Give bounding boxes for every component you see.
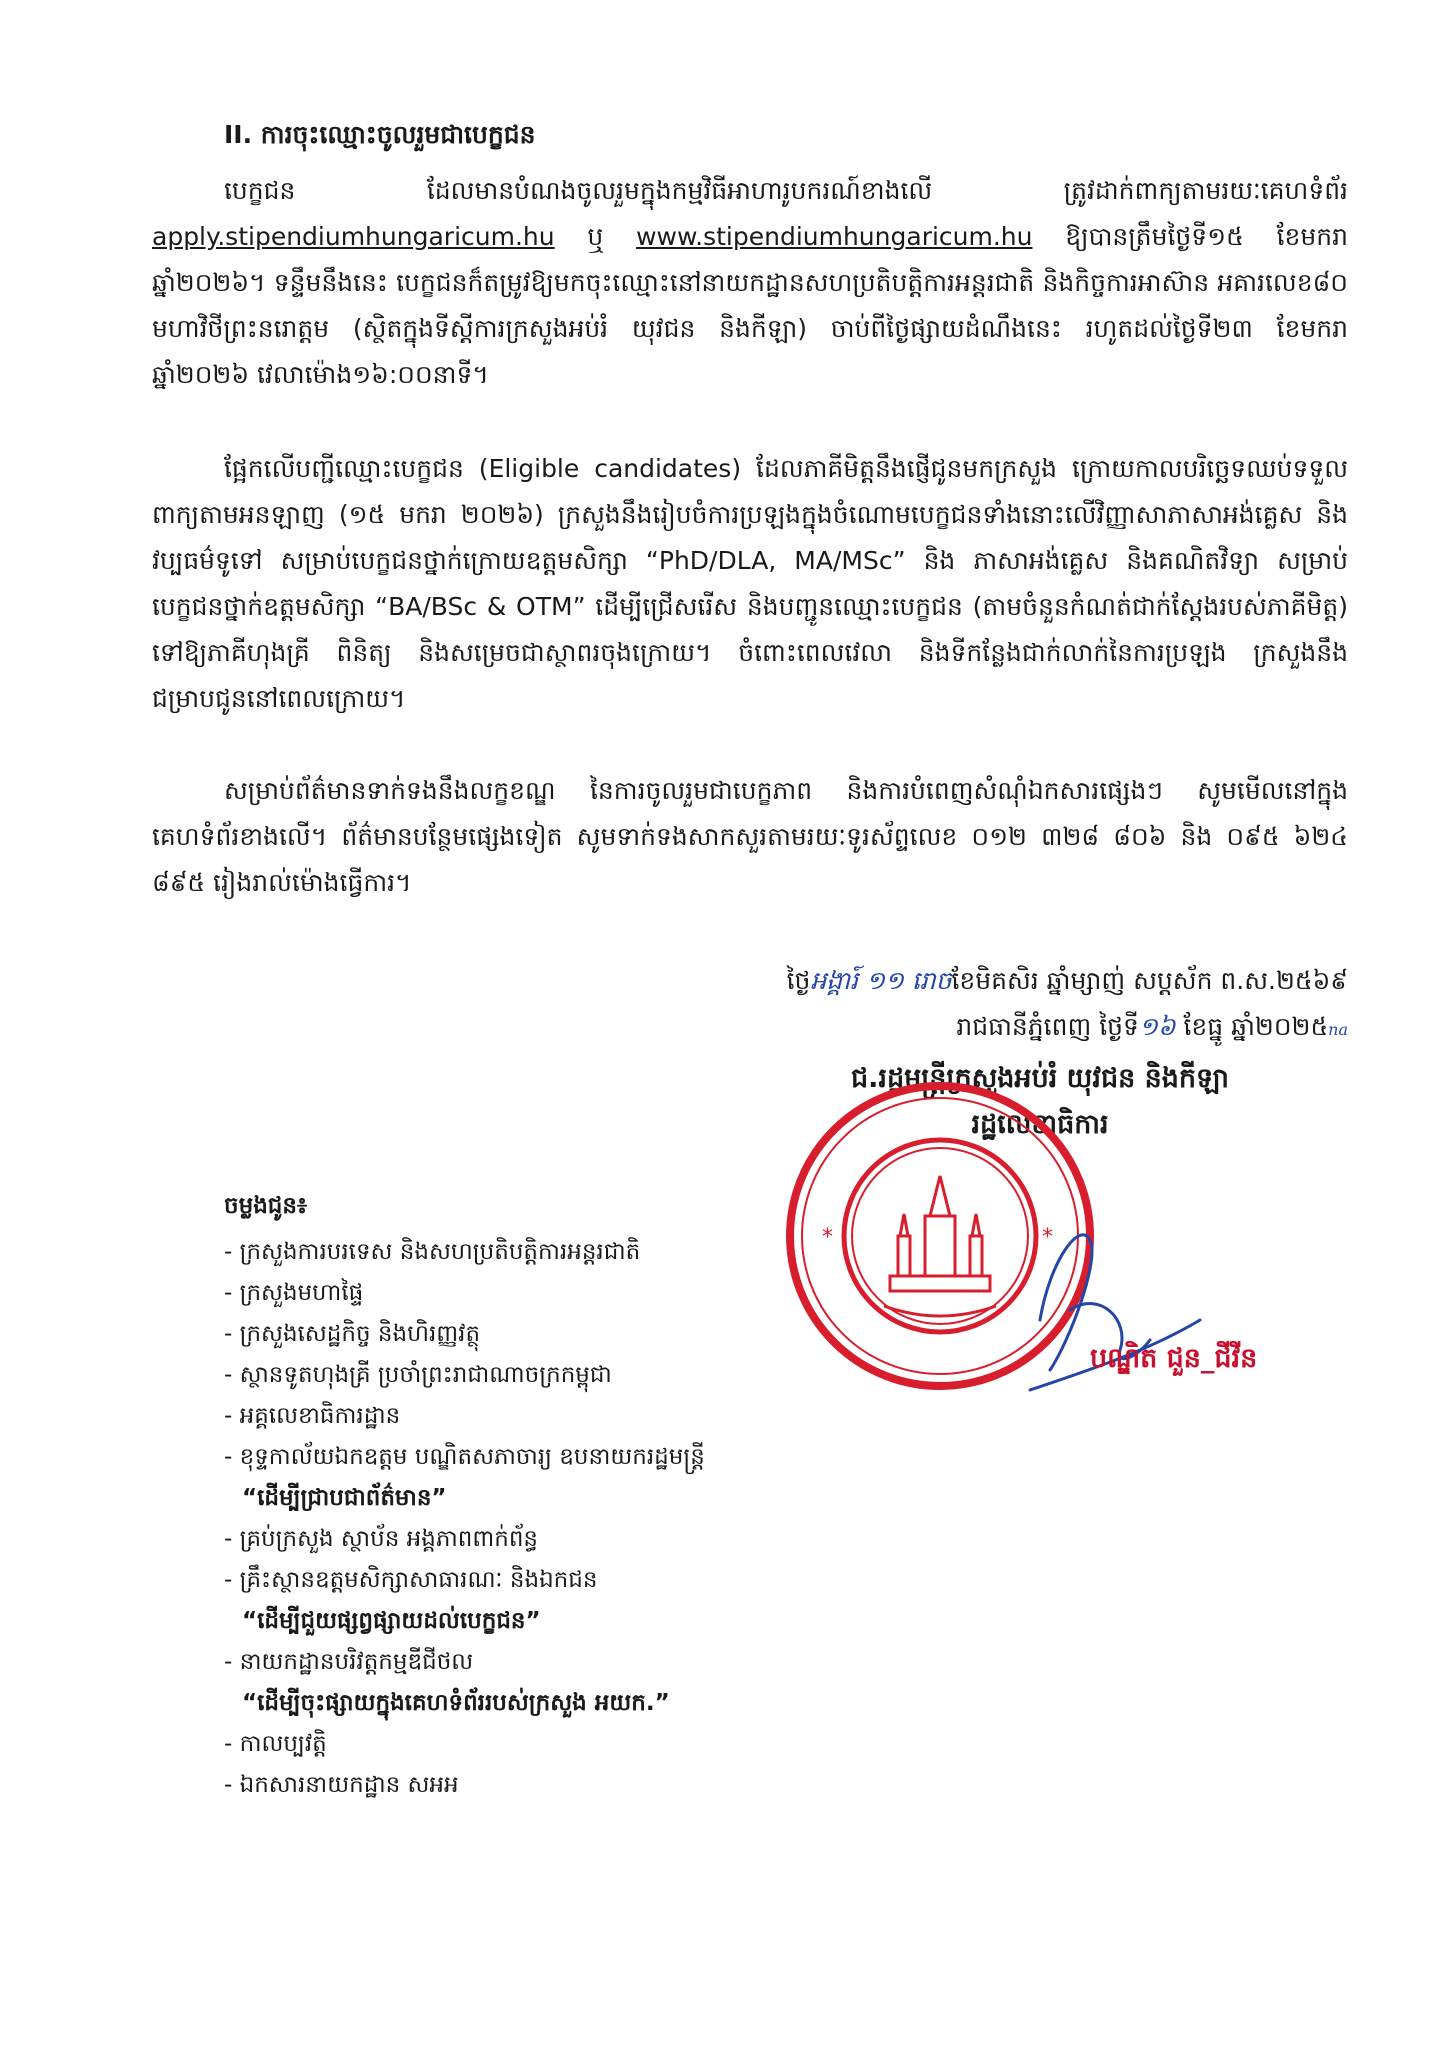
date-block bbox=[787, 958, 1348, 1053]
lunar-date-suffix: ខែមិគសិរ ឆ្នាំម្សាញ់ សប្តស័ក ព.ស.២៥៦៩ bbox=[951, 966, 1348, 995]
solar-date-line bbox=[787, 1004, 1348, 1053]
handwritten-lunar-day: អង្គារ៍ ១១ រោច bbox=[810, 966, 952, 995]
paragraph-text: សម្រាប់ព័ត៌មានទាក់ទងនឹងលក្ខខណ្ឌ នៃការចូលរួមជាបេក្ខភាព និងការបំពេញសំណុំឯកសារផ្សេងៗ សូមមើលនៅក្នុងគេហទំព័រខាងលើ។ ព័ត៌មានបន្ថែមផ្សេងទៀត សូមទាក់ទងសាកសួរតាមរយៈទូរស័ព្ទលេខ ០១២ ៣២៨ ៨០៦ និង ០៩៥ ៦២៤ ៨៩៥ រៀងរាល់ម៉ោងធ្វើការ។ bbox=[152, 776, 1348, 897]
section-heading: II. ការចុះឈ្មោះចូលរួមជាបេក្ខជន bbox=[224, 120, 536, 149]
paragraph-text: ឱ្យបានត្រឹមថ្ងៃទី១៥ ខែមករា ឆ្នាំ២០២៦។ ទន្ទឹមនឹងនេះ បេក្ខជនក៏តម្រូវឱ្យមកចុះឈ្មោះនៅនាយកដ្ឋានសហប្រតិបត្តិការអន្តរជាតិ និងកិច្ចការអាស៊ាន អគារលេខ៨០ មហាវិថីព្រះនរោត្តម (ស្ថិតក្នុងទីស្តីការក្រសួងអប់រំ យុវជន និងកីឡា) ចាប់ពីថ្ងៃផ្សាយដំណឹងនេះ រហូតដល់ថ្ងៃទី២៣ ខែមករា ឆ្នាំ២០២៦ វេលាម៉ោង១៦:០០នាទី។ bbox=[152, 222, 1348, 389]
svg-text:*: * bbox=[822, 1225, 833, 1250]
paragraph-examination bbox=[152, 446, 1348, 722]
paragraph-text: បេក្ខជន ដែលមានបំណងចូលរួមក្នុងកម្មវិធីអាហារូបករណ៍ខាងលើ ត្រូវដាក់ពាក្យតាមរយៈគេហទំព័រ bbox=[224, 176, 1348, 205]
paragraph-text: ឬ bbox=[554, 222, 637, 251]
solar-date-suffix: ខែធ្នូ ឆ្នាំ២០២៥ bbox=[1175, 1012, 1329, 1041]
solar-date-prefix: រាជធានីភ្នំពេញ ថ្ងៃទី bbox=[956, 1012, 1139, 1041]
copy-to-title: ចម្លងជូន៖ bbox=[224, 1193, 308, 1219]
apply-website-link[interactable]: apply.stipendiumhungaricum.hu bbox=[152, 222, 555, 251]
copy-to-item: - ក្រសួងសេដ្ឋកិច្ច និងហិរញ្ញវត្ថុ bbox=[224, 1321, 481, 1347]
copy-to-note: “ដើម្បីជួយផ្សព្វផ្សាយដល់បេក្ខជន” bbox=[242, 1608, 541, 1634]
copy-to-item: - នាយកដ្ឋានបរិវត្តកម្មឌីជីថល bbox=[224, 1649, 474, 1675]
copy-to-item: - អគ្គលេខាធិការដ្ឋាន bbox=[224, 1403, 401, 1429]
copy-to-item: - ស្ថានទូតហុងគ្រី ប្រចាំព្រះរាជាណាចក្រកម្ពុជា bbox=[224, 1362, 612, 1388]
paragraph-registration bbox=[152, 168, 1348, 398]
copy-to-item: - ក្រសួងមហាផ្ទៃ bbox=[224, 1280, 364, 1306]
svg-text:*: * bbox=[1042, 1225, 1053, 1250]
copy-to-note: “ដើម្បីចុះផ្សាយក្នុងគេហទំព័ររបស់ក្រសួង អយក.” bbox=[242, 1690, 670, 1716]
main-website-link[interactable]: www.stipendiumhungaricum.hu bbox=[636, 222, 1033, 251]
paragraph-text: ផ្អែកលើបញ្ជីឈ្មោះបេក្ខជន (Eligible candidates) ដែលភាគីមិត្តនឹងផ្ញើជូនមកក្រសួង ក្រោយកាលបរិច្ឆេទឈប់ទទួលពាក្យតាមអនឡាញ (១៥ មករា ២០២៦) ក្រសួងនឹងរៀបចំការប្រឡងក្នុងចំណោមបេក្ខជនទាំងនោះលើវិញ្ញាសាភាសាអង់គ្លេស និងវប្បធម៌ទូទៅ សម្រាប់បេក្ខជនថ្នាក់ក្រោយឧត្តមសិក្សា “PhD/DLA, MA/MSc” និង ភាសាអង់គ្លេស និងគណិតវិទ្យា សម្រាប់បេក្ខជនថ្នាក់ឧត្តមសិក្សា “BA/BSc & OTM” ដើម្បីជ្រើសរើស និងបញ្ជូនឈ្មោះបេក្ខជន (តាមចំនួនកំណត់ជាក់ស្តែងរបស់ភាគីមិត្ត) ទៅឱ្យភាគីហុងគ្រី ពិនិត្យ និងសម្រេចជាស្ថាពរចុងក្រោយ។ ចំពោះពេលវេលា និងទីកន្លែងជាក់លាក់នៃការប្រឡង ក្រសួងនឹងជម្រាបជូននៅពេលក្រោយ។ bbox=[152, 454, 1348, 713]
copy-to-item: - គ្រប់ក្រសួង ស្ថាប័ន អង្គភាពពាក់ព័ន្ធ bbox=[224, 1526, 539, 1552]
signatory-name: បណ្ឌិត ជួន_ជីវីន bbox=[1090, 1343, 1258, 1374]
copy-to-list bbox=[224, 1186, 824, 1806]
signatory-title: ជ.រដ្ឋមន្ត្រីក្រសួងអប់រំ យុវជន និងកីឡា bbox=[850, 1063, 1230, 1094]
lunar-date-prefix: ថ្ងៃ bbox=[786, 966, 811, 995]
copy-to-item: - គ្រឹះស្ថានឧត្តមសិក្សាសាធារណៈ និងឯកជន bbox=[224, 1567, 598, 1593]
copy-to-item: - ក្រសួងការបរទេស និងសហប្រតិបត្តិការអន្តរជាតិ bbox=[224, 1239, 641, 1265]
copy-to-item: - ខុទ្ទកាល័យឯកឧត្តម បណ្ឌិតសភាចារ្យ ឧបនាយករដ្ឋមន្ត្រី bbox=[224, 1444, 705, 1470]
handwritten-solar-day: ១៦ bbox=[1138, 1012, 1176, 1041]
paragraph-contact bbox=[152, 768, 1348, 906]
lunar-date-line bbox=[787, 958, 1348, 1004]
copy-to-note: “ដើម្បីជ្រាបជាព័ត៌មាន” bbox=[242, 1485, 447, 1511]
signatory-position: រដ្ឋលេខាធិការ bbox=[971, 1109, 1109, 1140]
copy-to-item: - ឯកសារនាយកដ្ឋាន សអអ bbox=[224, 1772, 459, 1798]
copy-to-item: - កាលប្បវត្តិ bbox=[224, 1731, 327, 1757]
handwritten-initials: na bbox=[1328, 1020, 1348, 1039]
